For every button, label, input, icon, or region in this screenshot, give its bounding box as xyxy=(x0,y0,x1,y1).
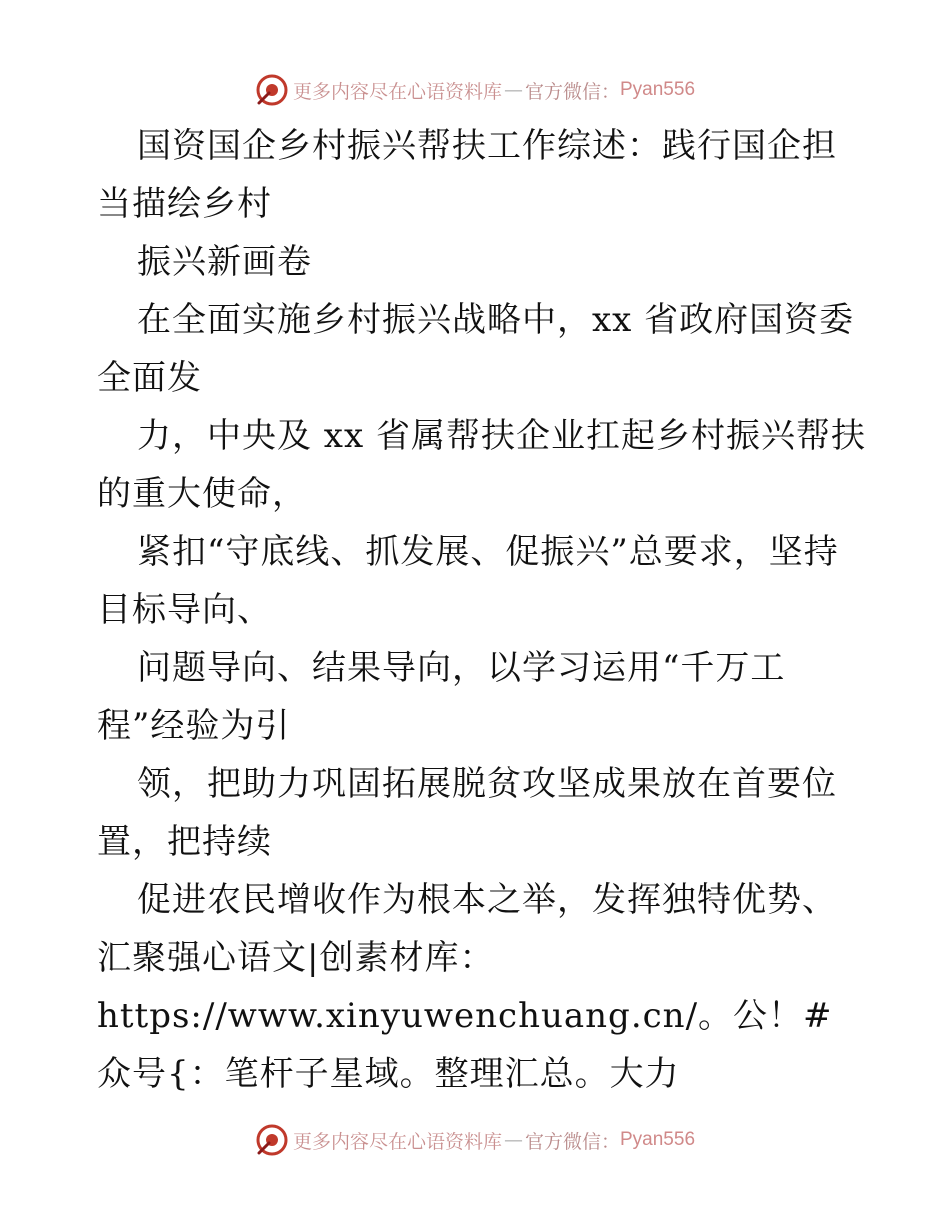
paragraph: 领，把助力巩固拓展脱贫攻坚成果放在首要位置，把持续 xyxy=(97,764,837,862)
banner-separator: — xyxy=(503,79,523,101)
banner-wechat-label: 官方微信： xyxy=(524,80,620,103)
paragraph-title-cont: 振兴新画卷 xyxy=(137,242,312,282)
paragraph: 问题导向、结果导向，以学习运用“千万工程”经验为引 xyxy=(97,648,786,746)
banner-text: 更多内容尽在心语资料库 xyxy=(292,1130,502,1153)
paragraph: 促进农民增收作为根本之举，发挥独特优势、汇聚强心语文|创素材库：https://www.xinyuwenchuang.cn/。公！#众号{：笔杆子星域。整理汇总。大力 xyxy=(97,880,837,1094)
paragraph: 在全面实施乡村振兴战略中，xx 省政府国资委全面发 xyxy=(97,300,855,398)
footer-banner xyxy=(0,1120,950,1160)
header-banner xyxy=(0,70,950,110)
document-body xyxy=(97,117,867,1103)
banner-separator: — xyxy=(503,1129,523,1151)
banner-wechat-label: 官方微信： xyxy=(524,1130,620,1153)
paragraph: 力，中央及 xx 省属帮扶企业扛起乡村振兴帮扶的重大使命， xyxy=(97,416,866,514)
banner-wechat-id: Pyan556 xyxy=(620,1129,696,1150)
paragraph: 紧扣“守底线、抓发展、促振兴”总要求，坚持目标导向、 xyxy=(97,532,839,630)
banner-wechat-id: Pyan556 xyxy=(620,79,696,100)
banner-text: 更多内容尽在心语资料库 xyxy=(292,80,502,103)
paragraph-title: 国资国企乡村振兴帮扶工作综述：践行国企担当描绘乡村 xyxy=(97,126,837,224)
pen-logo-icon xyxy=(255,1123,289,1157)
pen-logo-icon xyxy=(255,73,289,107)
